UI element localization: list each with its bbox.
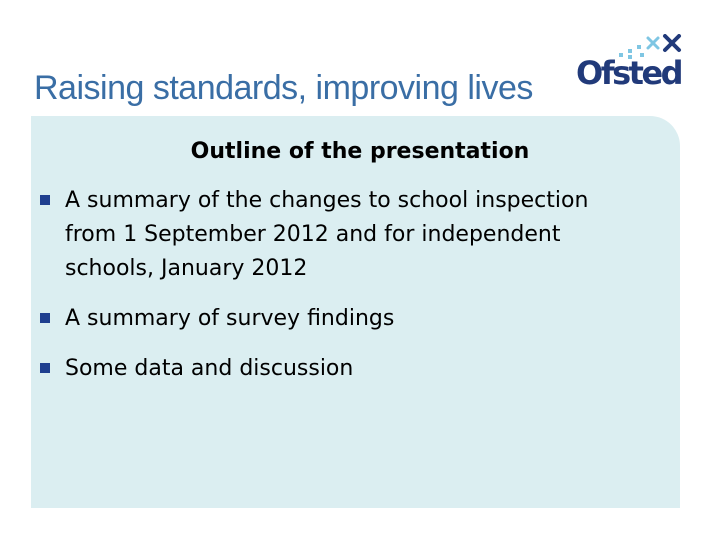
bullet-line: A summary of survey findings [65,306,395,331]
bullet-list [36,184,666,386]
square-bullet-icon [40,363,50,373]
square-bullet-icon [40,195,50,205]
ofsted-logo [576,34,684,94]
bullet-item-data-discussion [36,352,666,386]
bullet-item-survey-findings [36,302,666,336]
bullet-line: Some data and discussion [65,356,354,381]
logo-wordmark: Ofsted [576,54,682,92]
square-bullet-icon [40,313,50,323]
bullet-line: A summary of the changes to school inspection [65,188,589,213]
bullet-item-inspection-changes [36,184,666,286]
slide-title: Raising standards, improving lives [34,69,533,107]
bullet-line: schools, January 2012 [65,256,308,281]
bullet-line: from 1 September 2012 and for independent [65,222,561,247]
outline-heading: Outline of the presentation [190,139,530,164]
